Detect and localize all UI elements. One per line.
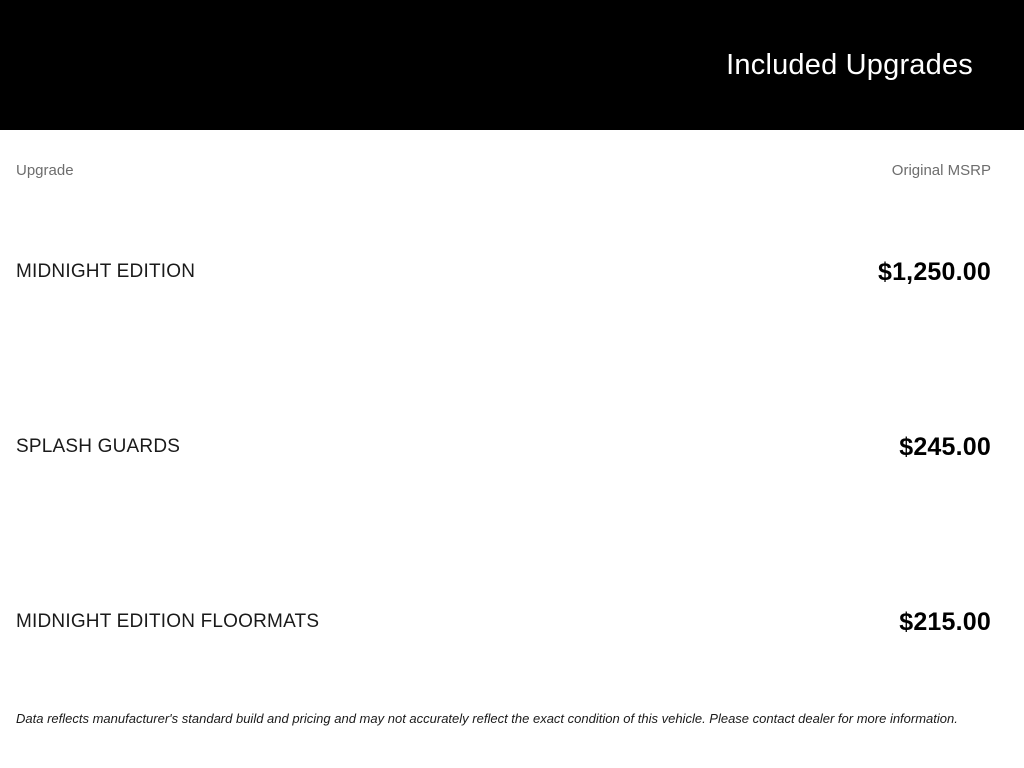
- upgrade-msrp: $215.00: [899, 607, 991, 636]
- upgrades-table: [0, 162, 1024, 727]
- column-header-original-msrp: Original MSRP: [891, 162, 991, 179]
- disclaimer-text: Data reflects manufacturer's standard build and pricing and may not accurately reflect the exact condition of this vehicle. Please contact dealer for more information.: [16, 711, 958, 726]
- table-row: [16, 432, 991, 462]
- table-row: [16, 607, 991, 637]
- page-title: Included Upgrades: [726, 48, 973, 81]
- upgrade-name: MIDNIGHT EDITION FLOORMATS: [16, 611, 320, 632]
- upgrade-name: SPLASH GUARDS: [16, 436, 181, 457]
- upgrade-msrp: $245.00: [899, 432, 991, 461]
- header: [0, 0, 1024, 130]
- column-header-upgrade: Upgrade: [16, 162, 74, 179]
- upgrade-msrp: $1,250.00: [877, 257, 991, 286]
- upgrade-name: MIDNIGHT EDITION: [16, 261, 196, 282]
- table-column-headers: [16, 162, 991, 179]
- table-row: [16, 257, 991, 287]
